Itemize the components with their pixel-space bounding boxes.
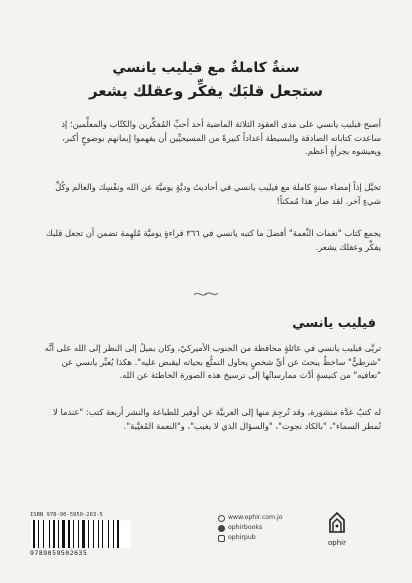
publisher-logo-icon [327, 510, 347, 534]
tagline-line-2: ستجعل قلبَك يفكِّر وعقلك يشعر [88, 82, 324, 100]
barcode-bar [68, 520, 70, 548]
barcode-bar [80, 520, 81, 548]
isbn-digits: 9789059502635 [30, 549, 88, 557]
globe-icon [218, 515, 225, 522]
barcode-bar [82, 520, 85, 548]
barcode-bar [75, 520, 77, 548]
barcode-bar [95, 520, 97, 548]
barcode-bar [45, 520, 48, 548]
barcode-bar [36, 520, 37, 548]
barcode-bar [51, 520, 52, 548]
barcode-bar [58, 520, 59, 548]
author-bio-paragraph-1: تربَّى فيليب يانسي في عائلةٍ محافظة من الجنوب الأميركيّ، وكان يميلُ إلى النظر إلى الله على أنَّه "شرطيٌّ" ساخطٌ يبحث عن أيِّ شخصٍ يحاول التمتُّع بحياته ليقبض عليه". هكذا يُعبِّر يانسي عن "تعافيه" من كنيسةٍ أدَّت ممارساتُها إلى ترسيخ هذه الصورة الخاطئة عن الله. [44, 343, 381, 380]
barcode-bar [102, 520, 103, 548]
barcode-icon [30, 520, 131, 548]
facebook-icon [218, 525, 225, 532]
tagline [0, 58, 412, 102]
barcode-bar [40, 520, 42, 548]
barcode-bar [113, 520, 114, 548]
publisher-logo [322, 510, 352, 547]
intro-paragraph-2: تخيَّل إذاً إمضاء سنةٍ كاملة مع فيليب يانسي في أحاديثَ وديَّةٍ يوميَّة عن الله ونفْسِك والعالم وكُلِّ شيءٍ آخر. لقد صار هذا مُمكناً! [55, 182, 381, 206]
barcode-bar [90, 520, 92, 548]
barcode-bar [71, 520, 72, 548]
contact-website [218, 513, 283, 523]
barcode-bar [110, 520, 112, 548]
barcode-bar [104, 520, 107, 548]
instagram-icon [218, 535, 225, 542]
barcode-bar [73, 520, 74, 548]
barcode-bar [62, 520, 65, 548]
publisher-name: ophir [328, 539, 346, 547]
barcode-bar [115, 520, 116, 548]
isbn-barcode-block [30, 512, 140, 557]
barcode-bar [108, 520, 109, 548]
website-text: www.ophir.com.jo [228, 514, 283, 521]
instagram-text: ophirpub [228, 534, 256, 541]
barcode-bar [49, 520, 50, 548]
contact-instagram [218, 533, 283, 543]
barcode-bar [100, 520, 101, 548]
barcode-bar [60, 520, 61, 548]
barcode-bar [78, 520, 79, 548]
barcode-bar [53, 520, 55, 548]
intro-paragraph-3: يجمع كتاب "نغمات النِّعمة" أفضلَ ما كتبه يانسي في ٣٦٦ قراءةٍ يوميَّة مُلهِمة تضمن أن تجعل قلبك يفكِّر وعقلك يشعر. [45, 228, 381, 252]
barcode-bar [66, 520, 67, 548]
facebook-text: ophirbooks [228, 524, 263, 531]
publisher-contacts [218, 513, 283, 543]
contact-facebook [218, 523, 283, 533]
barcode-bar [43, 520, 44, 548]
tagline-line-1: سنةٌ كاملةٌ مع فيليب يانسي [112, 60, 300, 76]
barcode-bar [38, 520, 39, 548]
barcode-bar [98, 520, 99, 548]
barcode-bar [93, 520, 94, 548]
author-heading: فيليب يانسي [292, 316, 376, 331]
barcode-bar [56, 520, 57, 548]
flourish-divider-icon [192, 289, 220, 299]
author-bio-paragraph-2: له كتبٌ عدَّة منشورة، وقد تُرجِمَ منها إلى العربيَّة عن أوفير للطباعة والنشر أربعة كتب: "عندما لا تُمطر السماء"، "بالكاد نجوت"، "والسؤال الذي لا يغيب"، و"النعمة المُغيَّبة". [53, 407, 381, 431]
barcode-bar [86, 520, 87, 548]
barcode-bar [88, 520, 89, 548]
intro-paragraph-1: أصبح فيليب يانسي على مدى العقود الثلاثة الماضية أحد أحبِّ المُفكِّرين والكتّاب والمعلِّمين؛ إذ ساعدت كتاباته الصادقة والبسيطة أعداداً كبيرةً من المسيحيِّين أن يفهموا إيمانهم بوضوحٍ أكبر، ويعيشوه بجرأةٍ أعظم. [61, 119, 381, 156]
barcode-bar [117, 520, 119, 548]
isbn-label: ISBN 978-90-5950-263-5 [30, 512, 103, 518]
barcode-bar [33, 520, 35, 548]
